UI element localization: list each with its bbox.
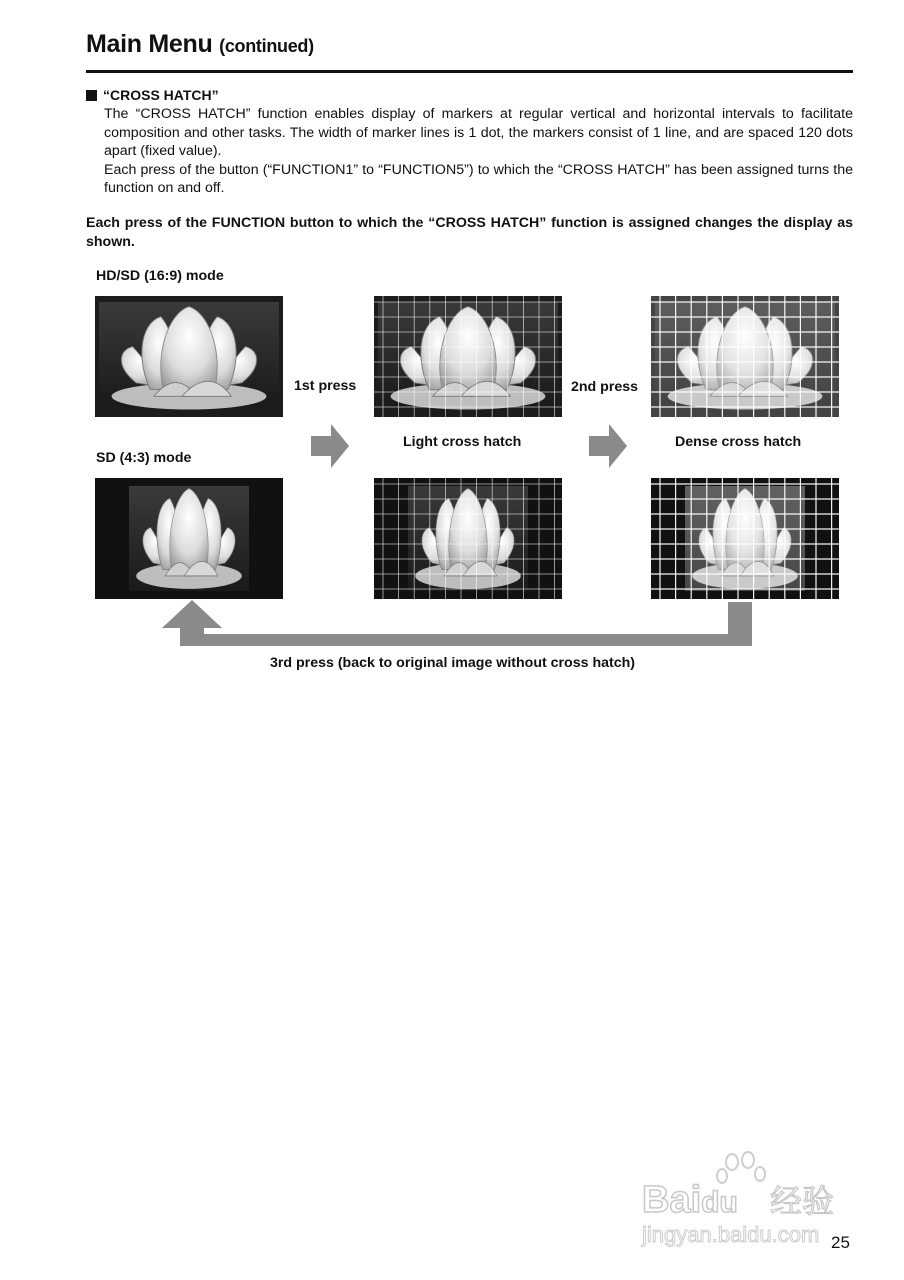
page-title-main: Main Menu	[86, 30, 213, 58]
label-sd-mode: SD (4:3) mode	[96, 450, 192, 466]
watermark-url: jingyan.baidu.com	[642, 1222, 820, 1247]
square-bullet-icon	[86, 90, 97, 101]
label-3rd-press: 3rd press (back to original image without cross hatch)	[270, 655, 636, 671]
label-1st-press: 1st press	[294, 378, 357, 394]
sd-dense-hatch-image	[651, 478, 839, 599]
hd-light-hatch-image	[374, 296, 562, 417]
page-title	[86, 30, 853, 59]
label-hd-mode: HD/SD (16:9) mode	[96, 268, 224, 284]
watermark-brand-cn: 经验	[770, 1182, 835, 1220]
page-number: 25	[831, 1233, 850, 1252]
baidu-watermark-logo	[640, 1150, 860, 1250]
body-paragraph-2: Each press of the button (“FUNCTION1” to “FUNCTION5”) to which the “CROSS HATCH” has been assigned turns the function on and off.	[104, 161, 853, 196]
right-arrow-icon-1	[311, 424, 351, 468]
body-paragraph-1: The “CROSS HATCH” function enables display of markers at regular vertical and horizontal intervals to facilitate composition and other tasks. The width of marker lines is 1 dot, the markers consist of 1 line, and are spaced 120 dots apart (fixed value).	[104, 106, 853, 159]
watermark-brand: Baidu	[642, 1179, 738, 1221]
page-header	[86, 30, 853, 59]
return-arrow-icon	[160, 600, 756, 650]
right-arrow-icon-2	[589, 424, 629, 468]
section-title-text: “CROSS HATCH”	[103, 87, 219, 103]
hd-dense-hatch-image	[651, 296, 839, 417]
label-2nd-press: 2nd press	[571, 379, 639, 395]
section-title	[86, 87, 219, 103]
section-body	[104, 105, 853, 198]
lead-paragraph: Each press of the FUNCTION button to which the “CROSS HATCH” function is assigned changes the display as shown.	[86, 215, 853, 250]
page-title-subtitle: (continued)	[219, 36, 314, 56]
sd-original-image	[95, 478, 283, 599]
label-light-cross-hatch: Light cross hatch	[403, 434, 522, 450]
sd-light-hatch-image	[374, 478, 562, 599]
header-rule	[86, 70, 853, 73]
label-dense-cross-hatch: Dense cross hatch	[675, 434, 802, 450]
hd-original-image	[95, 296, 283, 417]
